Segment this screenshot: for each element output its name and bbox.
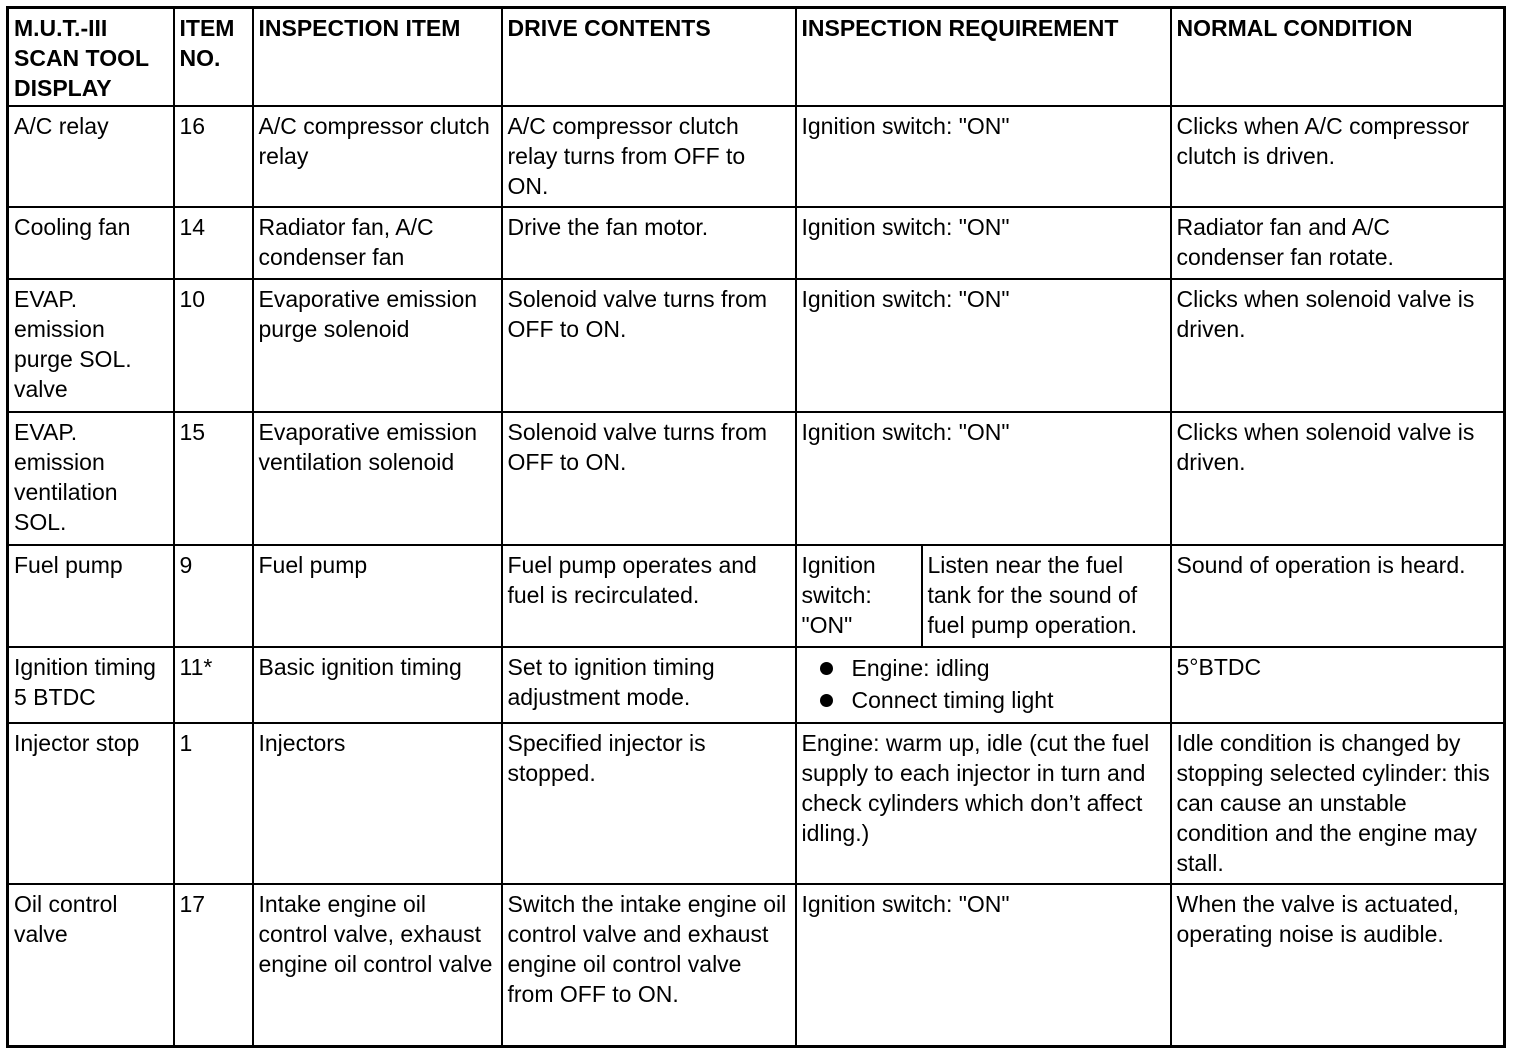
bullet-item [820, 652, 1165, 684]
cell-requirement: Ignition switch: "ON" [796, 412, 1171, 545]
header-scan-tool-display: M.U.T.-III SCAN TOOL DISPLAY [8, 8, 174, 107]
cell-display: Fuel pump [8, 545, 174, 647]
cell-inspection-item: Fuel pump [253, 545, 502, 647]
cell-display: Cooling fan [8, 207, 174, 279]
cell-inspection-item: A/C compressor clutch relay [253, 106, 502, 207]
cell-requirement: Ignition switch: "ON" [796, 279, 1171, 412]
header-inspection-item: INSPECTION ITEM [253, 8, 502, 107]
cell-inspection-item: Intake engine oil control valve, exhaust engine oil control valve [253, 884, 502, 1046]
cell-requirement-condition: Ignition switch: "ON" [796, 545, 922, 647]
cell-requirement: Ignition switch: "ON" [796, 884, 1171, 1046]
cell-display: Oil control valve [8, 884, 174, 1046]
cell-requirement-procedure: Listen near the fuel tank for the sound of fuel pump operation. [922, 545, 1171, 647]
bullet-text: Engine: idling [851, 655, 990, 681]
table-row [8, 207, 1505, 279]
cell-item-no: 14 [174, 207, 253, 279]
cell-inspection-item: Radiator fan, A/C condenser fan [253, 207, 502, 279]
cell-requirement: Engine: warm up, idle (cut the fuel supply to each injector in turn and check cylinders which don’t affect idling.) [796, 723, 1171, 884]
cell-drive-contents: Set to ignition timing adjustment mode. [502, 647, 796, 723]
header-inspection-requirement: INSPECTION REQUIREMENT [796, 8, 1171, 107]
header-drive-contents: DRIVE CONTENTS [502, 8, 796, 107]
cell-normal-condition: Radiator fan and A/C condenser fan rotate. [1171, 207, 1505, 279]
cell-inspection-item: Basic ignition timing [253, 647, 502, 723]
cell-drive-contents: Drive the fan motor. [502, 207, 796, 279]
cell-display: EVAP. emission purge SOL. valve [8, 279, 174, 412]
bullet-icon [820, 694, 833, 707]
cell-normal-condition: Clicks when solenoid valve is driven. [1171, 279, 1505, 412]
table-row [8, 412, 1505, 545]
table-row [8, 545, 1505, 647]
cell-normal-condition: Clicks when A/C compressor clutch is driven. [1171, 106, 1505, 207]
cell-inspection-item: Injectors [253, 723, 502, 884]
cell-inspection-item: Evaporative emission ventilation solenoid [253, 412, 502, 545]
cell-requirement: Ignition switch: "ON" [796, 106, 1171, 207]
cell-display: A/C relay [8, 106, 174, 207]
table-row [8, 279, 1505, 412]
bullet-text: Connect timing light [851, 687, 1054, 713]
cell-inspection-item: Evaporative emission purge solenoid [253, 279, 502, 412]
cell-display: Injector stop [8, 723, 174, 884]
cell-normal-condition: Sound of operation is heard. [1171, 545, 1505, 647]
cell-requirement: Ignition switch: "ON" [796, 207, 1171, 279]
cell-drive-contents: Solenoid valve turns from OFF to ON. [502, 279, 796, 412]
cell-normal-condition: Idle condition is changed by stopping selected cylinder: this can cause an unstable condition and the engine may stall. [1171, 723, 1505, 884]
cell-drive-contents: Specified injector is stopped. [502, 723, 796, 884]
cell-drive-contents: A/C compressor clutch relay turns from OFF to ON. [502, 106, 796, 207]
cell-item-no: 15 [174, 412, 253, 545]
bullet-icon [820, 662, 833, 675]
table-header-row [8, 8, 1505, 107]
requirement-bullet-list [802, 652, 1165, 716]
table-row [8, 884, 1505, 1046]
bullet-item [820, 684, 1165, 716]
cell-display: EVAP. emission ventilation SOL. [8, 412, 174, 545]
cell-item-no: 1 [174, 723, 253, 884]
cell-item-no: 11* [174, 647, 253, 723]
cell-normal-condition: Clicks when solenoid valve is driven. [1171, 412, 1505, 545]
cell-normal-condition: When the valve is actuated, operating noise is audible. [1171, 884, 1505, 1046]
cell-drive-contents: Switch the intake engine oil control valve and exhaust engine oil control valve from OFF to ON. [502, 884, 796, 1046]
cell-normal-condition: 5°BTDC [1171, 647, 1505, 723]
actuator-test-table [6, 6, 1506, 1048]
cell-drive-contents: Solenoid valve turns from OFF to ON. [502, 412, 796, 545]
cell-drive-contents: Fuel pump operates and fuel is recirculated. [502, 545, 796, 647]
table-row [8, 647, 1505, 723]
cell-display: Ignition timing 5 BTDC [8, 647, 174, 723]
cell-requirement [796, 647, 1171, 723]
cell-item-no: 9 [174, 545, 253, 647]
cell-item-no: 10 [174, 279, 253, 412]
header-normal-condition: NORMAL CONDITION [1171, 8, 1505, 107]
cell-item-no: 17 [174, 884, 253, 1046]
table-row [8, 106, 1505, 207]
header-item-no: ITEM NO. [174, 8, 253, 107]
table-row [8, 723, 1505, 884]
cell-item-no: 16 [174, 106, 253, 207]
